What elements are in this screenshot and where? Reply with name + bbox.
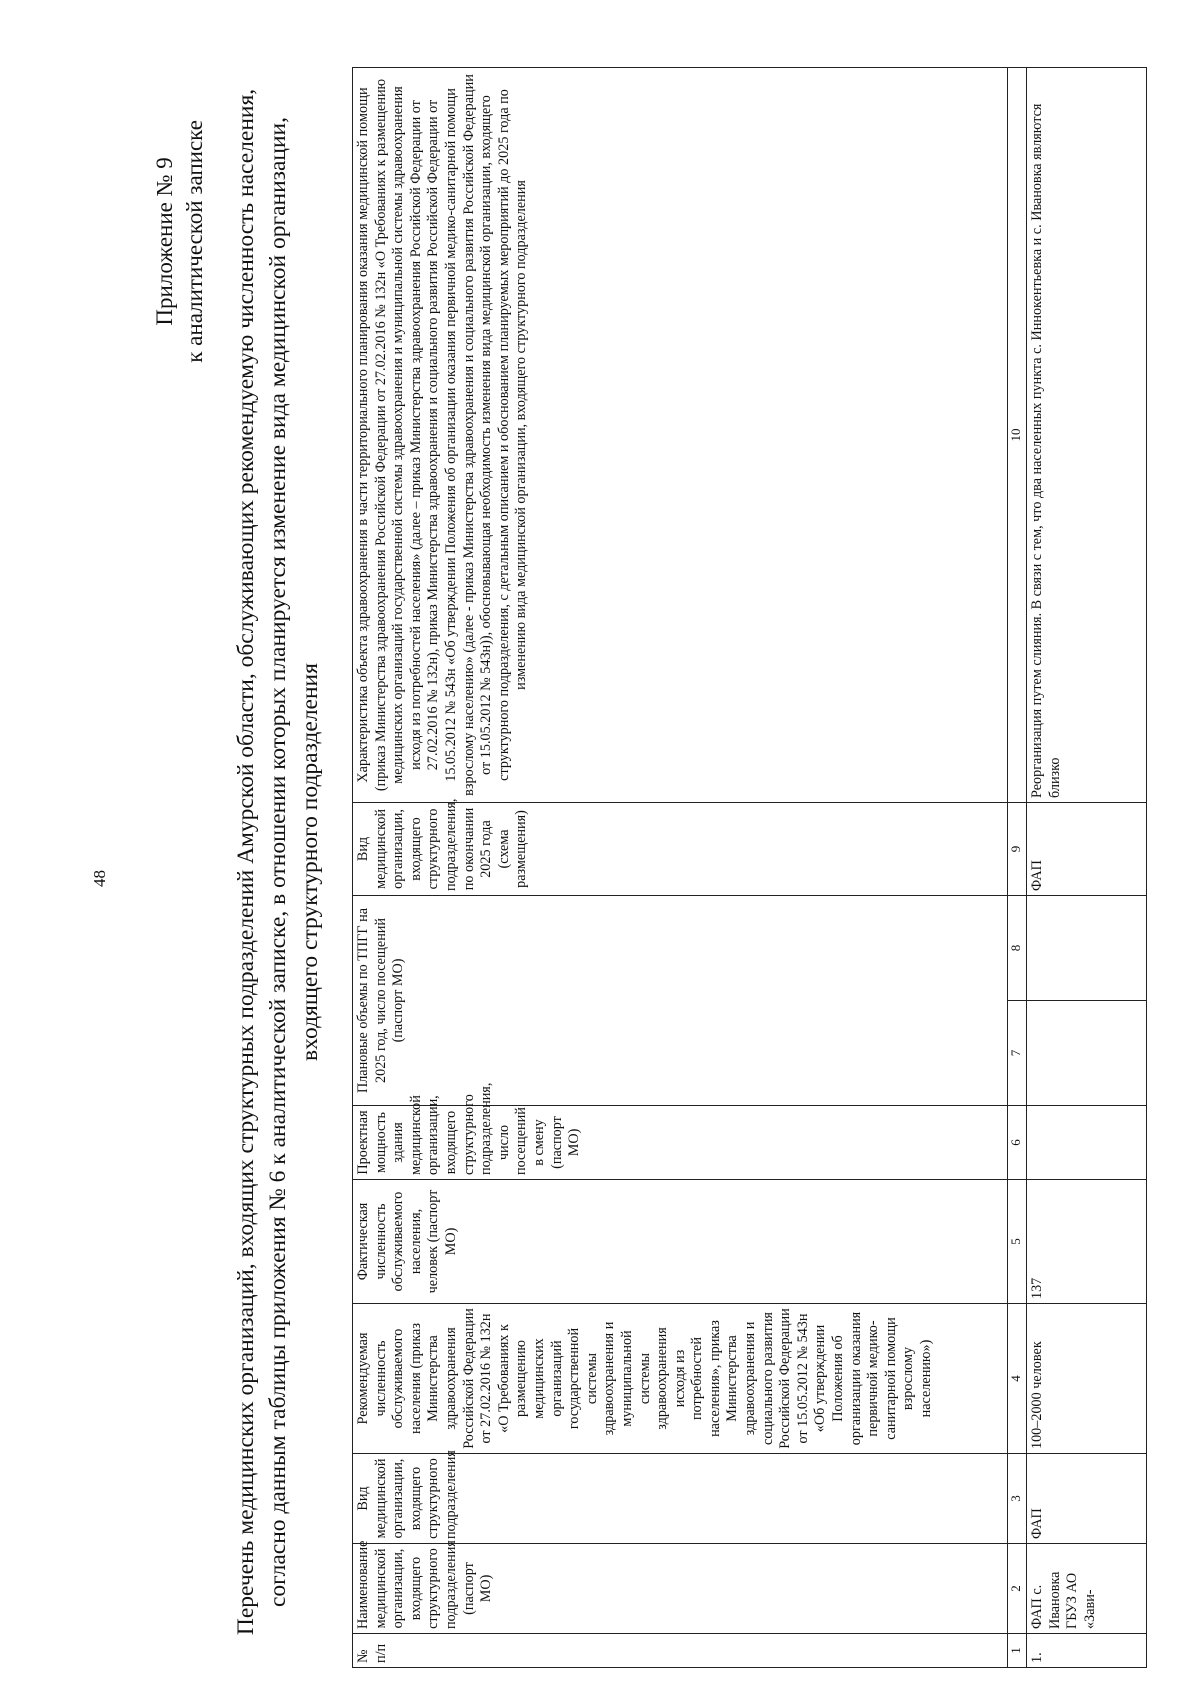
appendix-line-2: к аналитической записке bbox=[182, 120, 207, 363]
header-actual: Фактическая численность обслуживаемого населения, человек (паспорт МО) bbox=[353, 1180, 1008, 1304]
column-number: 8 bbox=[1008, 895, 1027, 1000]
row-type: ФАП bbox=[1027, 1454, 1147, 1544]
header-characteristic: Характеристика объекта здравоохранения в части территориального планирования оказания медицинской помощи (приказ Министерства здравоохранения Российской Федерации от 27.02.2016 № 132н «О Требованиях к размещению медицинских организаций государственной системы здравоохранения и муниципальной системы здравоохранения исходя из потребностей населения» (далее – приказ Министерства здравоохранения Российской Федерации от 27.02.2016 № 132н), приказ Министерства здравоохранения и социального развития Российской Федерации от 15.05.2012 № 543н «Об утверждении Положения об организации оказания первичной медико-санитарной помощи взрослому населению» (далее - приказ Министерства здравоохранения и социального развития Российской Федерации от 15.05.2012 № 543н)), обосновывающая необходимость изменения вида медицинской организации, входящего структурного подразделения, с детальным описанием и обоснованием планируемых мероприятий до 2025 года по изменению вида медицинской организации, входящего структурного подразделения bbox=[353, 67, 1008, 802]
table-header-row bbox=[353, 67, 1008, 1667]
row-name: ФАП с. Ивановка ГБУЗ АО «Зави- bbox=[1027, 1544, 1147, 1634]
appendix-label bbox=[150, 120, 210, 363]
column-number: 6 bbox=[1008, 1106, 1027, 1180]
header-recommended: Рекомендуемая численность обслуживаемого населения (приказ Министерства здравоохранения Российской Федерации от 27.02.2016 № 132н «О Требованиях к размещению медицинских организаций государственной системы здравоохранения и муниципальной системы здравоохранения исходя из потребностей населения», приказ Министерства здравоохранения и социального развития Российской Федерации от 15.05.2012 № 543н «Об утверждении Положения об организации оказания первичной медико-санитарной помощи взрослому населению») bbox=[353, 1304, 1008, 1454]
header-capacity: Проектная мощность здания медицинской организации, входящего структурного подразделения, число посещений в смену (паспорт МО) bbox=[353, 1106, 1008, 1180]
appendix-line-1: Приложение № 9 bbox=[152, 157, 177, 326]
row-characteristic: Реорганизация путем слияния. В связи с тем, что два населенных пункта с. Иннокентьевка и с. Ивановка являются близко bbox=[1027, 67, 1147, 802]
column-number: 7 bbox=[1008, 1001, 1027, 1106]
column-number: 5 bbox=[1008, 1180, 1027, 1304]
page-number: 48 bbox=[90, 870, 109, 887]
row-capacity bbox=[1027, 1106, 1147, 1180]
column-number: 2 bbox=[1008, 1544, 1027, 1634]
document-heading: Перечень медицинских организаций, входящих структурных подразделений Амурской области, обслуживающих рекомендуемую численность населения, согласно данным таблицы приложения № 6 к аналитической записке, в отношении которых планируется изменение вида медицинской организации, входящего структурного подразделения bbox=[233, 88, 323, 1636]
organizations-table bbox=[352, 67, 1147, 1668]
table-row bbox=[1027, 67, 1147, 1667]
header-name: Наименование медицинской организации, входящего структурного подразделения (паспорт МО) bbox=[353, 1544, 1008, 1634]
row-planned-extra bbox=[1027, 895, 1147, 1000]
row-number: 1. bbox=[1027, 1634, 1147, 1668]
column-number: 3 bbox=[1008, 1454, 1027, 1544]
column-number-row bbox=[1008, 67, 1027, 1667]
column-number: 1 bbox=[1008, 1634, 1027, 1668]
header-type: Вид медицинской организации, входящего структурного подразделения bbox=[353, 1454, 1008, 1544]
column-number: 10 bbox=[1008, 67, 1027, 802]
header-planned: Плановые объемы по ТПГГ на 2025 год, число посещений (паспорт МО) bbox=[353, 895, 1008, 1105]
column-number: 9 bbox=[1008, 802, 1027, 895]
column-number: 4 bbox=[1008, 1304, 1027, 1454]
row-new-type: ФАП bbox=[1027, 802, 1147, 895]
row-recommended: 100–2000 человек bbox=[1027, 1304, 1147, 1454]
row-planned bbox=[1027, 1001, 1147, 1106]
header-new-type: Вид медицинской организации, входящего структурного подразделения, по окончании 2025 года (схема размещения) bbox=[353, 802, 1008, 895]
row-actual: 137 bbox=[1027, 1180, 1147, 1304]
header-number: № п/п bbox=[353, 1634, 1008, 1668]
